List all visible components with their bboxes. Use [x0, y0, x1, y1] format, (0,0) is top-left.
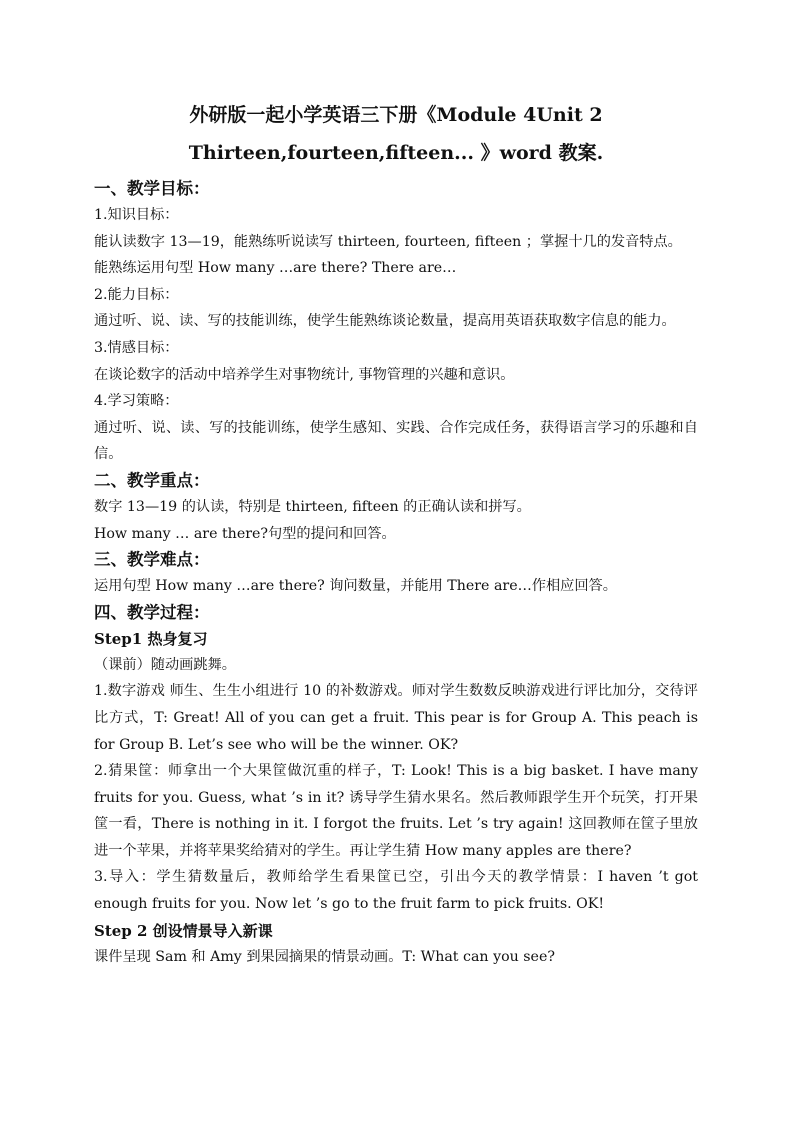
- paragraph: 课件呈现 Sam 和 Amy 到果园摘果的情景动画。T: What can you see?: [94, 948, 555, 965]
- paragraph: 通过听、说、读、写的技能训练，使学生能熟练谈论数量，提高用英语获取数字信息的能力。: [94, 313, 676, 330]
- step-heading: Step 2 创设情景导入新课: [94, 921, 273, 940]
- paragraph: 3.导入：学生猜数量后，教师给学生看果筐已空，引出今天的教学情景：I haven ’t got enough fruits for you. Now let ’s go to the fruit farm to pick fruits. OK!: [94, 869, 698, 913]
- section-heading: 一、教学目标：: [94, 179, 210, 198]
- paragraph: 2.能力目标：: [94, 286, 179, 303]
- paragraph: 在谈论数字的活动中培养学生对事物统计, 事物管理的兴趣和意识。: [94, 366, 515, 383]
- paragraph: 4.学习策略：: [94, 393, 179, 410]
- step-heading: Step1 热身复习: [94, 629, 208, 648]
- paragraph: 能认读数字 13—19，能熟练听说读写 thirteen, fourteen, fifteen ；掌握十几的发音特点。: [94, 233, 682, 250]
- title-line-1: 外研版一起小学英语三下册《Module 4Unit 2: [189, 104, 603, 126]
- paragraph: How many … are there?句型的提问和回答。: [94, 525, 396, 542]
- paragraph: 1.知识目标：: [94, 207, 179, 223]
- document-title: [94, 96, 698, 172]
- paragraph: （课前）随动画跳舞。: [94, 656, 236, 673]
- section-heading: 三、教学难点：: [94, 550, 210, 570]
- paragraph: 能熟练运用句型 How many …are there? There are…: [94, 260, 457, 277]
- paragraph: 3.情感目标：: [94, 339, 179, 356]
- section-heading: 二、教学重点：: [94, 470, 210, 490]
- paragraph: 数字 13—19 的认读，特别是 thirteen, fifteen 的正确认读和拼写。: [94, 498, 531, 515]
- paragraph: 运用句型 How many …are there? 询问数量，并能用 There are…作相应回答。: [94, 578, 617, 595]
- section-heading: 四、教学过程：: [94, 602, 210, 622]
- paragraph: 通过听、说、读、写的技能训练，使学生感知、实践、合作完成任务，获得语言学习的乐趣和自信。: [94, 419, 698, 463]
- paragraph: 1.数字游戏 师生、生生小组进行 10 的补数游戏。师对学生数数反映游戏进行评比加分，交待评比方式，T: Great! All of you can get a fruit. This pear is for Group A. This peach is for Group B. Let’s see who will be the winner. OK?: [94, 683, 698, 753]
- document-body: [94, 176, 698, 970]
- paragraph: 2.猜果筐：师拿出一个大果筐做沉重的样子，T: Look! This is a big basket. I have many fruits for you. Guess, what ’s in it? 诱导学生猜水果名。然后教师跟学生开个玩笑，打开果筐一看，There is nothing in it. I forgot the fruits. Let ’s try again! 这回教师在筐子里放进一个苹果，并将苹果奖给猜对的学生。再让学生猜 How many apples are there?: [94, 763, 698, 859]
- title-line-2: Thirteen,fourteen,fifteen... 》word 教案.: [188, 142, 604, 164]
